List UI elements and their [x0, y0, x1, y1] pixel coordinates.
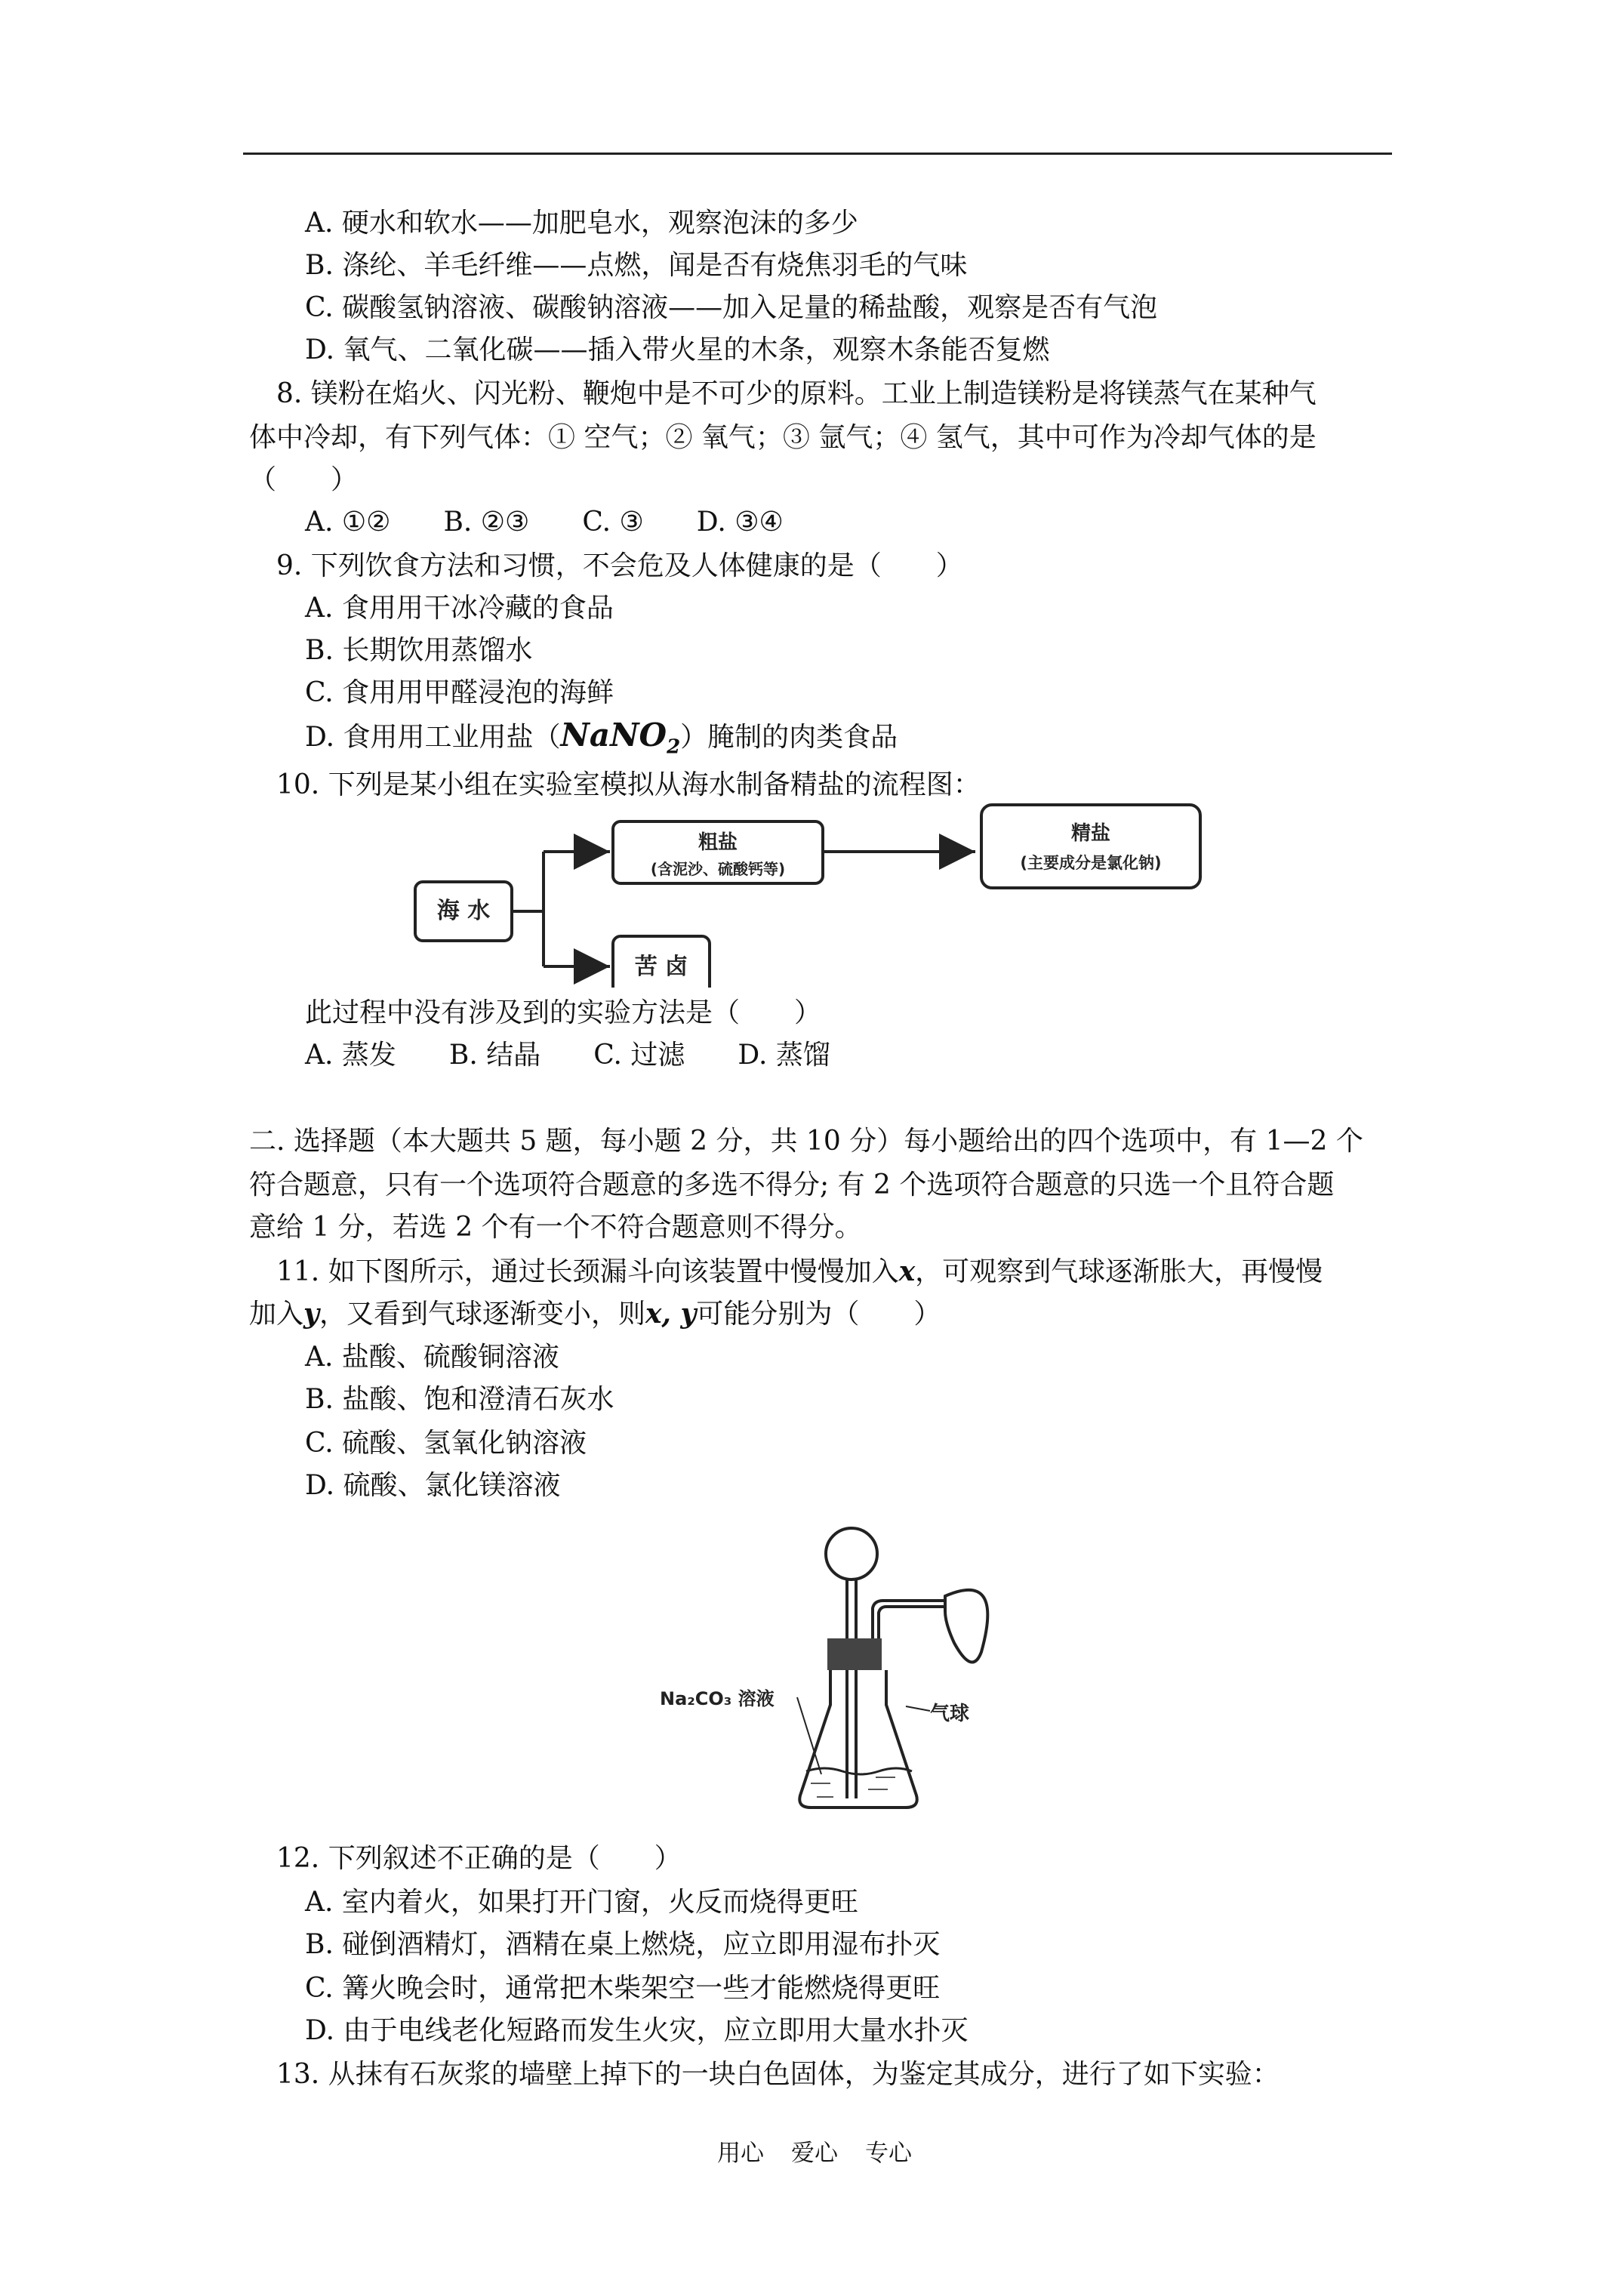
section2-line3: 意给 1 分，若选 2 个有一个不符合题意则不得分。 — [249, 1212, 862, 1243]
q10-option-b: B. 结晶 — [448, 1040, 541, 1071]
q12-option-d: D. 由于电线老化短路而发生火灾，应立即用大量水扑灭 — [305, 2015, 969, 2046]
q10-question: 此过程中没有涉及到的实验方法是（ ） — [305, 997, 822, 1028]
q9-option-d-suffix: ）腌制的肉类食品 — [680, 722, 898, 753]
balloon — [945, 1590, 987, 1663]
conical-flask — [799, 1670, 916, 1808]
fine-salt-note: (主要成分是氯化钠) — [1020, 854, 1162, 872]
footer-text: 用心 — [717, 2140, 764, 2167]
header-rule — [243, 153, 1392, 155]
q7-option-c: C. 碳酸氢钠溶液、碳酸钠溶液——加入足量的稀盐酸，观察是否有气泡 — [305, 292, 1158, 323]
q11-text: ，可观察到气球逐渐胀大，再慢慢 — [915, 1256, 1323, 1287]
q12-stem: 12. 下列叙述不正确的是（ ） — [276, 1843, 682, 1874]
q7-option-d: D. 氧气、二氧化碳——插入带火星的木条，观察木条能否复燃 — [305, 334, 1050, 365]
q7-option-a: A. 硬水和软水——加肥皂水，观察泡沫的多少 — [305, 208, 858, 239]
label-pointer-left — [797, 1697, 821, 1774]
q10-stem: 10. 下列是某小组在实验室模拟从海水制备精盐的流程图： — [276, 769, 981, 800]
apparatus-figure — [649, 1518, 996, 1820]
q10-options — [305, 1039, 883, 1072]
q9-option-c: C. 食用用甲醛浸泡的海鲜 — [305, 677, 614, 708]
q9-stem: 9. 下列饮食方法和习惯，不会危及人体健康的是（ ） — [276, 550, 963, 581]
bittern-label: 苦 卤 — [634, 954, 688, 980]
q11-option-c: C. 硫酸、氢氧化钠溶液 — [305, 1428, 587, 1459]
q8-option-d: D. ③④ — [696, 507, 784, 538]
funnel-bulb — [826, 1528, 877, 1579]
q10-option-c: C. 过滤 — [593, 1040, 685, 1071]
q11-var-y: y — [303, 1298, 319, 1330]
q11-vars-xy: x, y — [645, 1298, 697, 1330]
q9-formula-main: NaNO — [560, 717, 667, 754]
q12-option-a: A. 室内着火，如果打开门窗，火反而烧得更旺 — [305, 1887, 858, 1918]
fine-salt-label: 精盐 — [1070, 822, 1111, 845]
q11-text: 加入 — [249, 1299, 304, 1330]
salt-flowchart — [408, 799, 1208, 988]
page-footer — [717, 2138, 939, 2168]
q9-option-a: A. 食用用干冰冷藏的食品 — [305, 593, 614, 624]
section2-line1: 二. 选择题（本大题共 5 题，每小题 2 分，共 10 分）每小题给出的四个选项中，有 1—2 个 — [249, 1126, 1363, 1157]
q9-option-b: B. 长期饮用蒸馏水 — [305, 635, 533, 666]
q11-text: 11. 如下图所示，通过长颈漏斗向该装置中慢慢加入 — [276, 1256, 899, 1287]
q7-option-b: B. 涤纶、羊毛纤维——点燃，闻是否有烧焦羽毛的气味 — [305, 250, 968, 281]
q8-stem-line3: （ ） — [249, 464, 359, 495]
q12-option-c: C. 篝火晚会时，通常把木柴架空一些才能燃烧得更旺 — [305, 1973, 941, 2004]
solution-hatch — [811, 1777, 895, 1797]
stopper — [827, 1638, 882, 1670]
footer-text: 爱心 — [791, 2140, 838, 2167]
crude-salt-note: (含泥沙、硫酸钙等) — [650, 860, 786, 878]
q8-option-b: B. ②③ — [443, 507, 530, 538]
q11-var-x: x — [898, 1256, 916, 1287]
q9-option-d — [305, 719, 898, 763]
long-neck-funnel-tube — [847, 1578, 856, 1798]
q11-stem-line1 — [276, 1255, 1323, 1289]
na2co3-solution-label: Na₂CO₃ 溶液 — [660, 1688, 775, 1709]
q11-option-b: B. 盐酸、饱和澄清石灰水 — [305, 1384, 614, 1415]
q8-option-a: A. ①② — [305, 507, 391, 538]
label-pointer-right — [906, 1706, 930, 1711]
seawater-label: 海 水 — [436, 898, 491, 924]
q8-options — [305, 506, 836, 539]
q9-formula — [560, 717, 681, 759]
q10-option-a: A. 蒸发 — [305, 1040, 396, 1071]
q9-formula-subscript: 2 — [667, 735, 681, 759]
balloon-label: 气球 — [930, 1703, 970, 1725]
q11-option-a: A. 盐酸、硫酸铜溶液 — [305, 1342, 559, 1373]
q12-option-b: B. 碰倒酒精灯，酒精在桌上燃烧，应立即用湿布扑灭 — [305, 1929, 941, 1960]
q8-stem-line2: 体中冷却，有下列气体：① 空气；② 氧气；③ 氩气；④ 氢气，其中可作为冷却气体的是 — [249, 422, 1317, 453]
q13-stem: 13. 从抹有石灰浆的墙壁上掉下的一块白色固体，为鉴定其成分，进行了如下实验： — [276, 2059, 1280, 2090]
footer-text: 专心 — [865, 2140, 912, 2167]
q8-option-c: C. ③ — [582, 507, 644, 538]
q11-text: ，又看到气球逐渐变小，则 — [319, 1299, 645, 1330]
delivery-tube-inner — [879, 1607, 945, 1638]
q11-stem-line2 — [249, 1297, 941, 1331]
section2-line2: 符合题意，只有一个选项符合题意的多选不得分; 有 2 个选项符合题意的只选一个且符合题 — [249, 1170, 1335, 1200]
fine-salt-box — [981, 805, 1200, 888]
q11-text: 可能分别为（ ） — [696, 1299, 941, 1330]
q11-option-d: D. 硫酸、氯化镁溶液 — [305, 1470, 561, 1501]
crude-salt-label: 粗盐 — [698, 831, 738, 854]
q10-option-d: D. 蒸馏 — [738, 1040, 830, 1071]
q8-stem-line1: 8. 镁粉在焰火、闪光粉、鞭炮中是不可少的原料。工业上制造镁粉是将镁蒸气在某种气 — [276, 378, 1317, 409]
solution-surface — [806, 1768, 912, 1774]
q9-option-d-prefix: D. 食用用工业用盐（ — [305, 722, 561, 753]
